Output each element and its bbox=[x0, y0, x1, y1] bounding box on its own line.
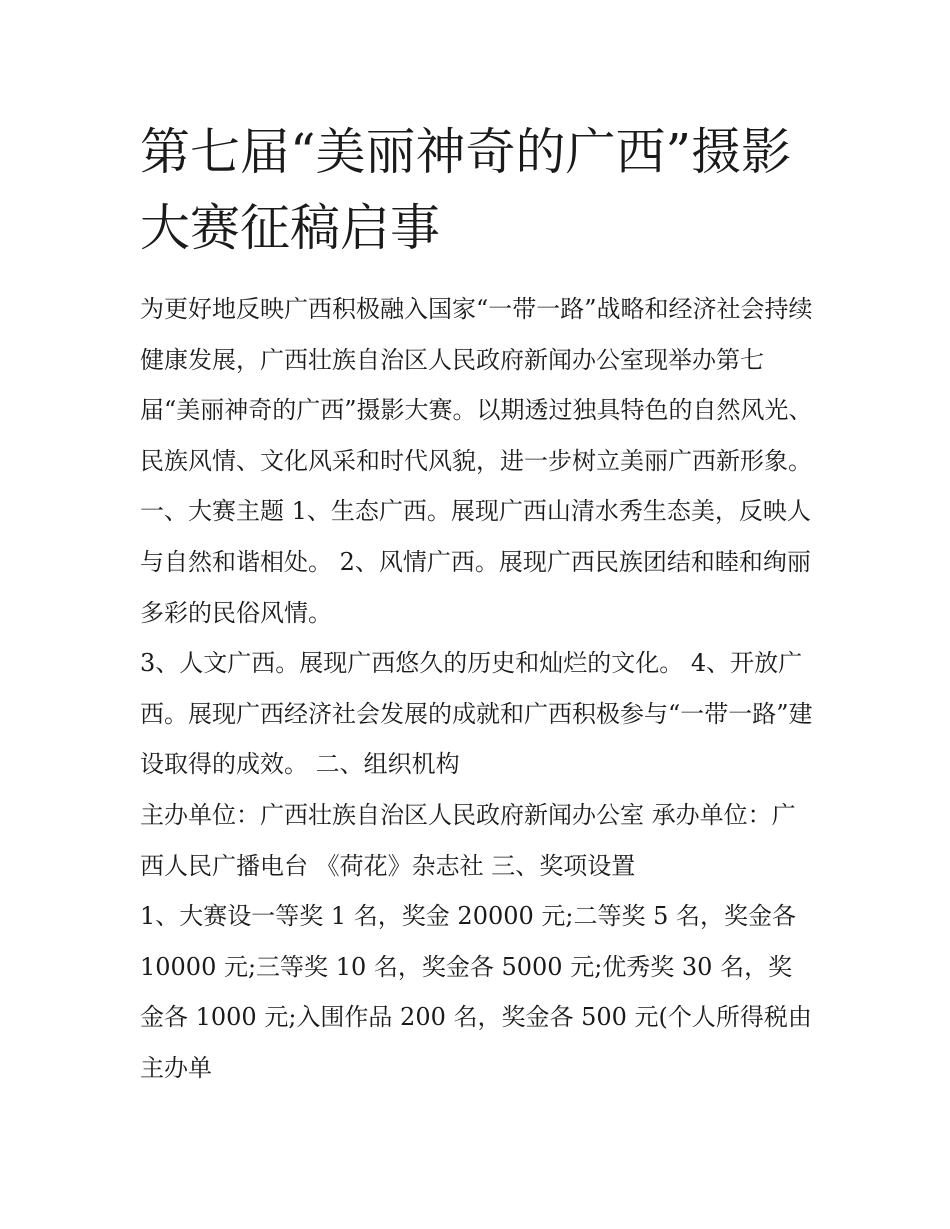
document-body bbox=[140, 114, 815, 1094]
paragraph-awards: 1、大赛设一等奖 1 名，奖金 20000 元;二等奖 5 名，奖金各 10000 元;三等奖 10 名，奖金各 5000 元;优秀奖 30 名，奖金各 1000 元;入围作品 200 名，奖金各 500 元(个人所得税由主办单 bbox=[140, 902, 812, 1082]
paragraph-theme: 一、大赛主题 1、生态广西。展现广西山清水秀生态美，反映人与自然和谐相处。 2、风情广西。展现广西民族团结和睦和绚丽多彩的民俗风情。 bbox=[140, 497, 811, 627]
paragraph-theme-continued: 3、人文广西。展现广西悠久的历史和灿烂的文化。 4、开放广西。展现广西经济社会发展的成就和广西积极参与“一带一路”建设取得的成效。 二、组织机构 bbox=[140, 649, 813, 779]
paragraph-intro: 为更好地反映广西积极融入国家“一带一路”战略和经济社会持续健康发展，广西壮族自治区人民政府新闻办公室现举办第七届“美丽神奇的广西”摄影大赛。以期透过独具特色的自然风光、民族风情、文化风采和时代风貌，进一步树立美丽广西新形象。 bbox=[140, 295, 813, 475]
paragraph-organizers: 主办单位：广西壮族自治区人民政府新闻办公室 承办单位：广西人民广播电台 《荷花》杂志社 三、奖项设置 bbox=[140, 800, 796, 880]
document-title: 第七届“美丽神奇的广西”摄影大赛征稿启事 bbox=[140, 123, 792, 257]
